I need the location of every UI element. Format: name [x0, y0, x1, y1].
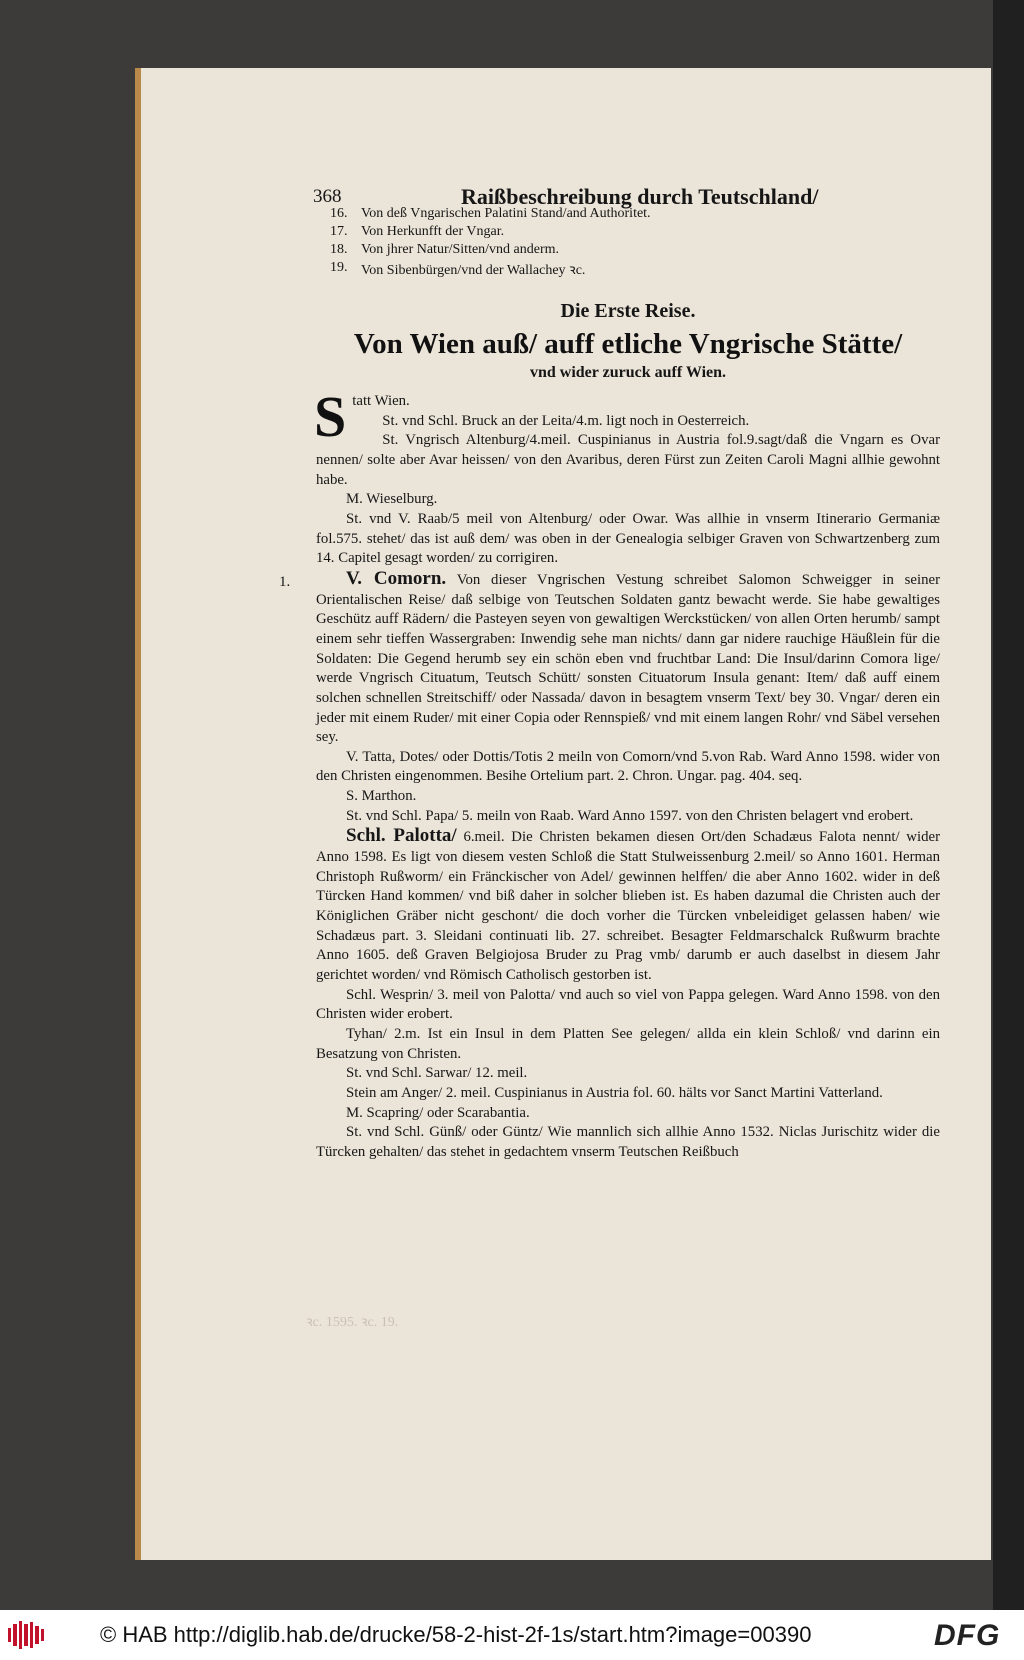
paragraph: St. vnd Schl. Bruck an der Leita/4.m. ligt noch in Oesterreich. — [382, 412, 750, 429]
paragraph: V. Tatta, Dotes/ oder Dottis/Totis 2 meiln von Comorn/vnd 5.von Rab. Ward Anno 1598. wider von den Christen eingenommen. Besihe Ortelium part. 2. Chron. Ungar. pag. 404. seq. — [316, 748, 940, 785]
place-heading: V. Comorn. — [346, 567, 447, 589]
page-number: 368 — [313, 186, 342, 207]
running-title: Raißbeschreibung durch Teutschland/ — [461, 184, 819, 209]
paragraph: St. Vngrisch Altenburg/4.meil. Cuspinianus in Austria fol.9.sagt/daß die Vngarn es Ovar nennen/ solte aber Avar heissen/ von den Avaribus, deren Fürst zun Zeiten Caroli Magni allhie gewohnt habe. — [316, 432, 940, 488]
viewer-footer — [0, 1610, 1024, 1660]
hab-logo-icon[interactable] — [8, 1621, 44, 1649]
paragraph: Schl. Palotta/ 6.meil. Die Christen bekamen diesen Ort/den Schadæus Falota nennt/ wider Anno 1598. Es ligt von diesem vesten Schloß die Statt Stulweissenburg 2.meil/ so Anno 1601. Herman Christoph Rußworm/ ein Fränckischer von Adel/ gewinnen helffen/ die aber Anno 1602. wider in deß Türcken Hand kommen/ vnd biß daher in solcher blieben ist. Es haben dazumal die Christen auch der Königlichen Gräber nicht geschont/ die doch vorher die Türcken vnbeleidiget gelassen haben/ wie Schadæus part. 3. Sleidani continuati lib. 27. schreibet. Besagter Feldmarschalck Rußwurm brachte Anno 1605. deß Graven Belgiojosa Bruder zu Prag vmb/ darumb er auch daselbst in diesem Jahr gerichtet worden/ vnd Römisch Catholisch gestorben ist. — [316, 825, 940, 984]
paragraph: Schl. Wesprin/ 3. meil von Palotta/ vnd auch so viel von Pappa gelegen. Ward Anno 1598. von den Christen wider erobert. — [316, 986, 940, 1023]
section-heading: Die Erste Reise. — [560, 300, 696, 322]
paragraph: St. vnd Schl. Sarwar/ 12. meil. — [346, 1065, 528, 1082]
paragraph: M. Wieselburg. — [346, 491, 438, 508]
paragraph: St. vnd Schl. Papa/ 5. meiln von Raab. Ward Anno 1597. von den Christen belagert vnd erobert. — [346, 807, 914, 824]
section-titles — [313, 0, 943, 400]
paragraph: V. Comorn. Von dieser Vngrischen Vestung schreibet Salomon Schweigger in seiner Orientalischen Reise/ daß selbige von Teutschen Soldaten gantz bewacht werde. Sie habe gewaltiges Geschütz auff Rädern/ die Pasteyen seyen von gewaltigen Werckstücken/ von allen Orten herumb/ sampt einem sehr tieffen Wassergraben: Inwendig sehe man nichts/ dann gar nidere rauchige Häußlein für die Soldaten: Die Gegend herumb sey ein schön eben vnd fruchtbar Land: Die Insul/darinn Comora lige/ werde Vngrisch Cituatum, Teutsch Schütt/ sonsten Cituatorum Insula genant: Item/ daß auff einem solchen schnellen Streitschiff/ oder Nassada/ davon in besagtem vnserm Text/ bey 30. Vngar/ deren ein jeder mit einem Ruder/ mit einer Copia oder Rennspieß/ vnd mit einem langen Rohr/ vnd Säbel versehen sey. — [316, 567, 940, 746]
paragraph: Tyhan/ 2.m. Ist ein Insul in dem Platten See gelegen/ allda ein klein Schloß/ vnd darinn ein Besatzung von Christen. — [316, 1026, 940, 1062]
scan-edge — [993, 0, 1024, 1610]
paragraph: Stein am Anger/ 2. meil. Cuspinianus in Austria fol. 60. hälts vor Sanct Martini Vatterland. — [346, 1084, 883, 1101]
paragraph: M. Scapring/ oder Scarabantia. — [346, 1104, 530, 1121]
paragraph: St. vnd Schl. Günß/ oder Güntz/ Wie mannlich sich allhie Anno 1532. Niclas Jurischitz wider die Türcken gehalten/ das stehet in gedachtem vnserm Teutschen Reißbuch — [316, 1124, 940, 1160]
paragraph: S. Marthon. — [346, 788, 417, 805]
dfg-logo[interactable]: DFG — [934, 1619, 1001, 1652]
bleed-through-text: ꝛc. 1595. ꝛc. 19. — [306, 1315, 399, 1330]
source-url-link[interactable]: © HAB http://diglib.hab.de/drucke/58-2-hist-2f-1s/start.htm?image=00390 — [100, 1622, 812, 1647]
section-title: Von Wien auß/ auff etliche Vngrische Stätte/ — [353, 328, 903, 360]
drop-cap: S — [314, 384, 347, 449]
place-heading: Schl. Palotta/ — [346, 825, 457, 847]
paragraph: Statt Wien. — [314, 384, 410, 449]
paragraph: St. vnd V. Raab/5 meil von Altenburg/ oder Owar. Was allhie in vnserm Itinerario Germaniæ fol.575. stehet/ das ist auß dem/ was oben in der Genealogia selbiger Graven von Schwartzenberg zum 14. Capitel gesagt worden/ zu corrigiren. — [316, 510, 940, 567]
section-subtitle: vnd wider zuruck auff Wien. — [529, 364, 727, 381]
margin-number: 1. — [279, 574, 291, 590]
body-text — [314, 384, 940, 1163]
